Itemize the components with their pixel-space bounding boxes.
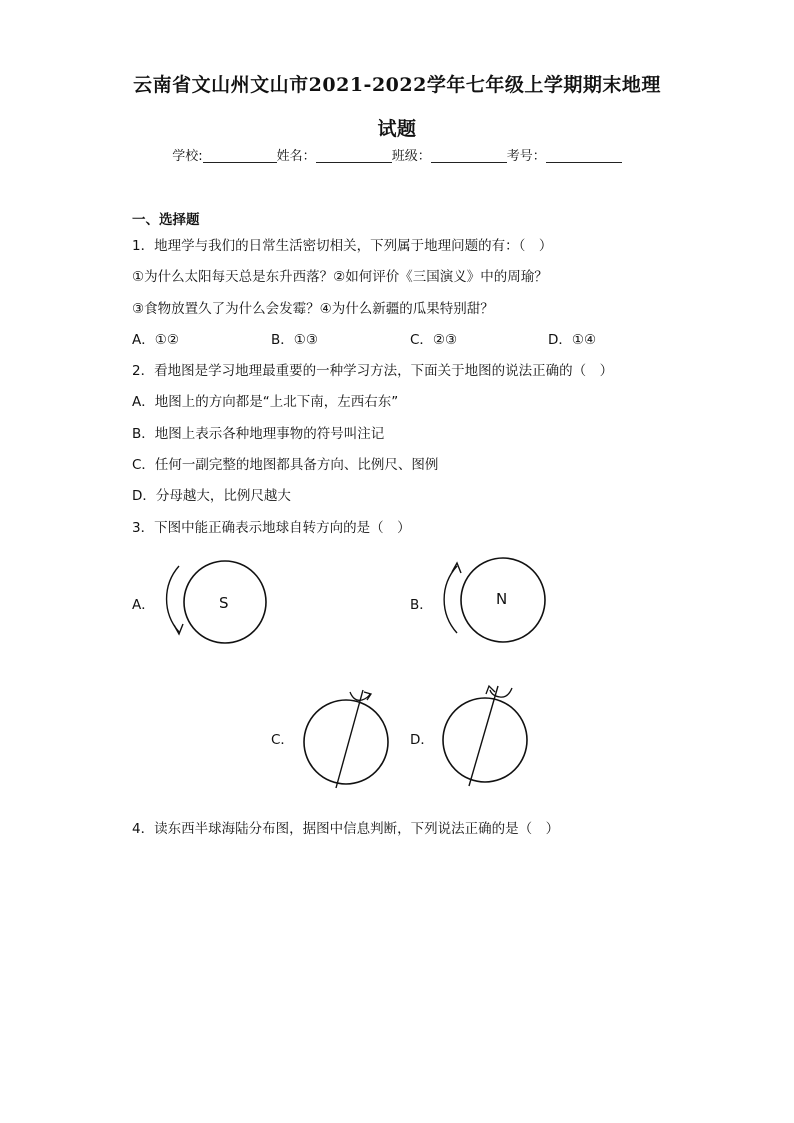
pole-letter-s: S	[219, 594, 229, 612]
figure-d-tilted-axis-rotation	[436, 676, 536, 791]
section-heading: 一、选择题	[132, 212, 200, 228]
earth-axis-icon	[336, 690, 363, 788]
q2-option-c[interactable]: C．任何一副完整的地图都具备方向、比例尺、图例	[132, 457, 439, 473]
number-blank[interactable]	[546, 148, 622, 163]
q1-statement-line-1: ①为什么太阳每天总是东升西落？②如何评价《三国演义》中的周瑜？	[132, 269, 548, 285]
q2-option-b[interactable]: B．地图上表示各种地理事物的符号叫注记	[132, 426, 385, 442]
rotation-arc-icon	[167, 566, 179, 632]
q1-option-c[interactable]: C．②③	[410, 332, 458, 348]
q1-option-b[interactable]: B．①③	[271, 332, 318, 348]
globe-circle-icon	[443, 698, 527, 782]
q3-option-a-label[interactable]: A．	[132, 597, 155, 613]
figure-c-tilted-axis-rotation	[298, 678, 398, 793]
class-blank[interactable]	[431, 148, 507, 163]
rotation-arc-icon	[490, 688, 512, 697]
q2-option-a[interactable]: A．地图上的方向都是“上北下南，左西右东”	[132, 394, 399, 410]
q1-option-a[interactable]: A．①②	[132, 332, 179, 348]
q1-option-d[interactable]: D．①④	[548, 332, 597, 348]
name-label: 姓名：	[276, 149, 316, 164]
school-label: 学校:	[172, 149, 203, 164]
name-blank[interactable]	[316, 148, 392, 163]
page-title: 云南省文山州文山市2021-2022学年七年级上学期期末地理	[133, 74, 661, 96]
q4-stem: 4．读东西半球海陆分布图，据图中信息判断，下列说法正确的是（ ）	[132, 821, 560, 837]
arrow-head-down-icon	[174, 624, 183, 634]
school-blank[interactable]	[203, 148, 277, 163]
student-info-row	[0, 145, 794, 164]
q2-stem: 2．看地图是学习地理最重要的一种学习方法，下面关于地图的说法正确的（ ）	[132, 363, 614, 379]
q3-option-c-label[interactable]: C．	[271, 732, 294, 748]
pole-letter-n: N	[496, 590, 508, 608]
figure-b-north-pole-rotation	[438, 550, 558, 650]
globe-circle-icon	[304, 700, 388, 784]
page-title-continued: 试题	[377, 118, 417, 140]
number-label: 考号：	[506, 149, 546, 164]
q3-option-d-label[interactable]: D．	[410, 732, 434, 748]
rotation-arc-icon	[444, 566, 457, 633]
q1-statement-line-2: ③食物放置久了为什么会发霉？④为什么新疆的瓜果特别甜？	[132, 301, 494, 317]
q3-stem: 3．下图中能正确表示地球自转方向的是（ ）	[132, 520, 411, 536]
q3-option-b-label[interactable]: B．	[410, 597, 433, 613]
q2-option-d[interactable]: D．分母越大，比例尺越大	[132, 488, 291, 504]
figure-a-south-pole-rotation	[160, 552, 280, 652]
earth-axis-icon	[469, 686, 498, 786]
class-label: 班级：	[391, 149, 431, 164]
q1-stem: 1．地理学与我们的日常生活密切相关，下列属于地理问题的有：（ ）	[132, 238, 553, 254]
